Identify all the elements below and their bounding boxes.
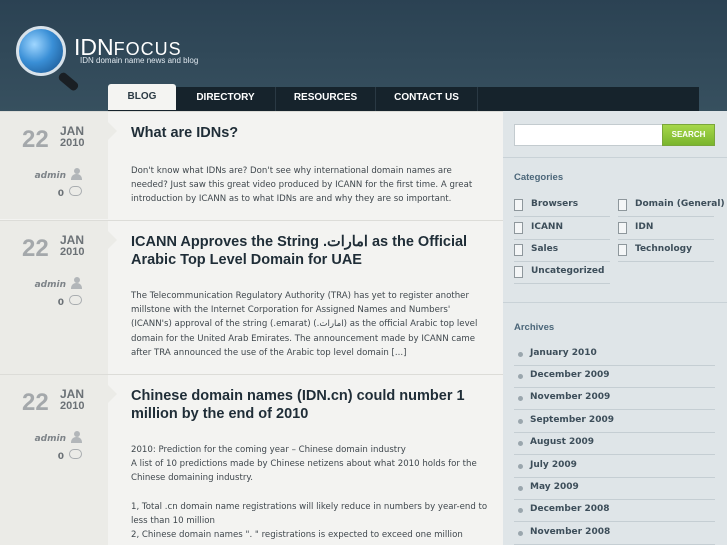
post-item bbox=[0, 111, 503, 219]
archive-item[interactable] bbox=[514, 411, 715, 433]
comment-bubble-icon[interactable] bbox=[69, 449, 82, 459]
post-title[interactable]: What are IDNs? bbox=[131, 125, 239, 141]
post-title[interactable]: ICANN Approves the String .امارات as the Official Arabic Top Level Domain for UAE bbox=[131, 234, 468, 268]
category-item[interactable] bbox=[618, 240, 714, 262]
user-icon bbox=[71, 277, 82, 289]
archive-label: May 2009 bbox=[530, 482, 579, 492]
magnifier-handle-icon bbox=[57, 71, 80, 92]
post-comment-count[interactable]: 0 bbox=[57, 452, 64, 462]
post-paragraph bbox=[131, 486, 491, 500]
post-excerpt bbox=[131, 164, 491, 207]
globe-icon bbox=[16, 26, 66, 76]
bullet-icon bbox=[518, 508, 523, 513]
nav-item-directory[interactable]: DIRECTORY bbox=[176, 87, 276, 111]
post-date-year: 2010 bbox=[60, 137, 85, 149]
post-date-year: 2010 bbox=[60, 400, 85, 412]
post-paragraph: 1, Total .cn domain name registrations will likely reduce in numbers by year-end to less than 10 million bbox=[131, 501, 488, 526]
bullet-icon bbox=[518, 419, 523, 424]
category-item[interactable] bbox=[514, 262, 610, 284]
category-label: Domain (General) bbox=[635, 199, 725, 209]
post-excerpt bbox=[131, 289, 491, 360]
post-author[interactable]: admin bbox=[34, 434, 66, 444]
post-item bbox=[0, 220, 503, 374]
nav-item-blog[interactable]: BLOG bbox=[108, 84, 176, 110]
archive-label: December 2009 bbox=[530, 370, 610, 380]
date-notch bbox=[108, 231, 117, 249]
comment-bubble-icon[interactable] bbox=[69, 186, 82, 196]
post-date-day: 22 bbox=[22, 235, 49, 262]
post-date-column bbox=[0, 375, 108, 545]
date-notch bbox=[108, 122, 117, 140]
category-label: ICANN bbox=[531, 222, 563, 232]
archive-item[interactable] bbox=[514, 433, 715, 455]
bullet-icon bbox=[518, 396, 523, 401]
logo-tagline: IDN domain name news and blog bbox=[80, 56, 199, 65]
category-item[interactable] bbox=[618, 218, 714, 240]
folder-icon bbox=[618, 222, 627, 234]
category-item[interactable] bbox=[514, 240, 610, 262]
post-date-year: 2010 bbox=[60, 246, 85, 258]
category-label: Uncategorized bbox=[531, 266, 605, 276]
divider bbox=[503, 302, 727, 303]
category-label: Technology bbox=[635, 244, 692, 254]
user-icon bbox=[71, 168, 82, 180]
folder-icon bbox=[514, 266, 523, 278]
post-date-column bbox=[0, 221, 108, 374]
bullet-icon bbox=[518, 374, 523, 379]
archives-heading: Archives bbox=[514, 322, 555, 333]
category-label: Sales bbox=[531, 244, 559, 254]
sidebar bbox=[503, 111, 727, 545]
comment-bubble-icon[interactable] bbox=[69, 295, 82, 305]
archive-item[interactable] bbox=[514, 500, 715, 522]
post-date-day: 22 bbox=[22, 389, 49, 416]
post-date-column bbox=[0, 112, 108, 219]
archive-label: January 2010 bbox=[530, 348, 597, 358]
archive-item[interactable] bbox=[514, 456, 715, 478]
post-date-month: JAN bbox=[60, 233, 85, 247]
bullet-icon bbox=[518, 352, 523, 357]
archive-item[interactable] bbox=[514, 344, 715, 366]
bullet-icon bbox=[518, 441, 523, 446]
site-logo[interactable] bbox=[16, 24, 216, 86]
archive-item[interactable] bbox=[514, 478, 715, 500]
logo-title-focus: FOCUS bbox=[113, 39, 182, 59]
divider bbox=[503, 157, 727, 158]
post-date-month: JAN bbox=[60, 387, 85, 401]
post-paragraph: 2, Chinese domain names ". " registrations is expected to exceed one million bbox=[131, 530, 463, 541]
archive-item[interactable] bbox=[514, 388, 715, 410]
category-item[interactable] bbox=[514, 195, 610, 217]
post-comment-count[interactable]: 0 bbox=[57, 189, 64, 199]
categories-heading: Categories bbox=[514, 172, 564, 183]
post-item bbox=[0, 374, 503, 545]
date-notch bbox=[108, 385, 117, 403]
post-paragraph: Don't know what IDNs are? Don't see why international domain names are needed? Just saw this great video produced by ICANN for the first time. A great introduction by ICANN as to what IDNs are and why they are so important. bbox=[131, 166, 473, 205]
folder-icon bbox=[514, 222, 523, 234]
category-item[interactable] bbox=[618, 195, 725, 217]
post-paragraph: 2010: Prediction for the coming year – Chinese domain industry bbox=[131, 445, 406, 455]
post-comment-count[interactable]: 0 bbox=[57, 298, 64, 308]
bullet-icon bbox=[518, 531, 523, 536]
post-author[interactable]: admin bbox=[34, 280, 66, 290]
post-list bbox=[0, 111, 503, 545]
folder-icon bbox=[514, 199, 523, 211]
main-nav bbox=[108, 87, 699, 111]
archive-label: September 2009 bbox=[530, 415, 614, 425]
archive-label: August 2009 bbox=[530, 437, 595, 447]
post-author[interactable]: admin bbox=[34, 171, 66, 181]
post-paragraph: A list of 10 predictions made by Chinese netizens about what 2010 holds for the Chinese domaining industry. bbox=[131, 459, 477, 484]
archive-label: November 2009 bbox=[530, 392, 611, 402]
bullet-icon bbox=[518, 486, 523, 491]
search-button[interactable]: SEARCH bbox=[662, 124, 715, 146]
user-icon bbox=[71, 431, 82, 443]
folder-icon bbox=[618, 244, 627, 256]
post-excerpt bbox=[131, 443, 491, 542]
logo-title-main: IDN bbox=[74, 34, 114, 60]
archive-label: July 2009 bbox=[530, 460, 577, 470]
folder-icon bbox=[618, 199, 627, 211]
archive-label: November 2008 bbox=[530, 527, 611, 537]
post-paragraph: The Telecommunication Regulatory Authority (TRA) has yet to register another millstone with the Internet Corporation for Assigned Names and Numbers' (ICANN's) approval of the string (.emarat) (.امارات) as the official Arabic top level domain for the United Arab Emirates. The announcement made by ICANN came after TRA announced the use of the Arabic top level domain [...] bbox=[131, 291, 478, 358]
nav-item-resources[interactable]: RESOURCES bbox=[276, 87, 376, 111]
post-title[interactable]: Chinese domain names (IDN.cn) could number 1 million by the end of 2010 bbox=[131, 388, 465, 422]
category-label: IDN bbox=[635, 222, 654, 232]
archive-label: December 2008 bbox=[530, 504, 610, 514]
archive-item[interactable] bbox=[514, 366, 715, 388]
category-label: Browsers bbox=[531, 199, 579, 209]
nav-item-contact-us[interactable]: CONTACT US bbox=[376, 87, 478, 111]
post-date-month: JAN bbox=[60, 124, 85, 138]
category-item[interactable] bbox=[514, 218, 610, 240]
archive-item[interactable] bbox=[514, 523, 715, 545]
bullet-icon bbox=[518, 464, 523, 469]
post-date-day: 22 bbox=[22, 126, 49, 153]
search-input[interactable] bbox=[514, 124, 663, 146]
folder-icon bbox=[514, 244, 523, 256]
